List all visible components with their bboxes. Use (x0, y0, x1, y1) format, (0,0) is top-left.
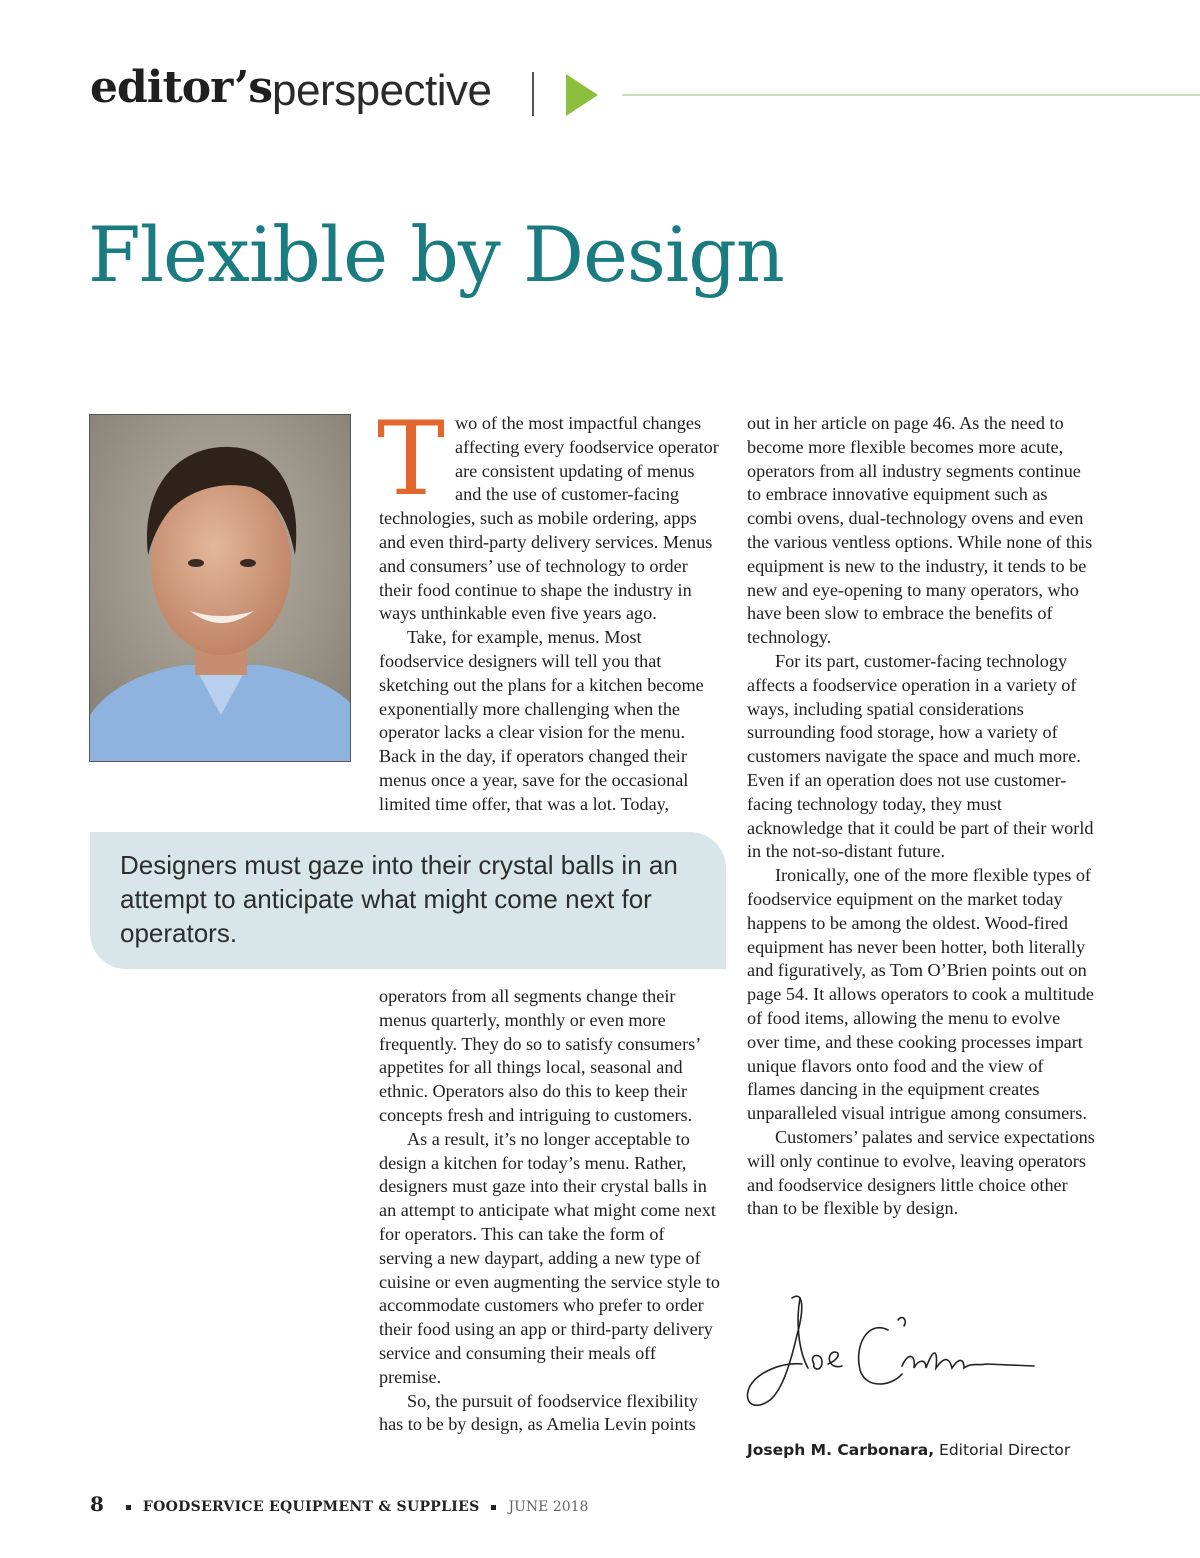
body-column-1a (377, 400, 722, 817)
body-paragraph: As a result, it’s no longer acceptable to design a kitchen for today’s menu. Rather, designers must gaze into their crystal balls in an attempt to anticipate what might come next for operators. This can take the form of serving a new daypart, adding a new type of cuisine or even augmenting the service style to accommodate customers who prefer to order their food using an app or third-party delivery service and consuming their meals off premise. (379, 1128, 720, 1387)
issue-date: JUNE 2018 (508, 1499, 589, 1515)
body-paragraph: wo of the most impactful changes affecting every foodservice operator are consistent updating of menus and the use of customer-facing technologies, such as mobile ordering, apps and even third-party delivery services. Menus and consumers’ use of technology to order their food continue to shape the industry in ways unthinkable even five years ago. (379, 413, 719, 624)
page-footer (90, 1492, 588, 1516)
page-number: 8 (90, 1492, 104, 1516)
body-paragraph: operators from all segments change their menus quarterly, monthly or even more frequently. They do so to satisfy consumers’ appetites for all things local, seasonal and ethnic. Operators also do this to keep their concepts fresh and intriguing to customers. (379, 986, 700, 1125)
drop-cap: T (377, 400, 446, 519)
body-paragraph: So, the pursuit of foodservice flexibility has to be by design, as Amelia Levin points (379, 1390, 698, 1435)
article-title: Flexible by Design (88, 210, 784, 299)
section-header (90, 62, 1200, 122)
author-signature (742, 1290, 1042, 1420)
body-column-1b (379, 985, 722, 1437)
section-label-bold: editor’s (90, 62, 273, 113)
body-paragraph: out in her article on page 46. As the need to become more flexible becomes more acute, operators from all industry segments continue to embrace innovative equipment such as combi ovens, dual-technology ovens and even the various ventless options. While none of this equipment is new to the industry, it tends to be new and eye-opening to many operators, who have been slow to embrace the benefits of technology. (747, 413, 1093, 648)
footer-bullet (491, 1505, 496, 1510)
body-paragraph: For its part, customer-facing technology affects a foodservice operation in a variety of ways, including spatial considerations surrounding food storage, how a variety of customers navigate the space and much more. Even if an operation does not use customer-facing technology today, they must acknowledge that it could be part of their world in the not-so-distant future. (747, 650, 1094, 862)
author-byline (747, 1441, 1070, 1459)
body-paragraph: Take, for example, menus. Most foodservice designers will tell you that sketching out the plans for a kitchen become exponentially more challenging when the operator lacks a clear vision for the menu. Back in the day, if operators changed their menus once a year, save for the occasional limited time offer, that was a lot. Today, (379, 627, 704, 814)
footer-bullet (126, 1505, 131, 1510)
body-paragraph: Ironically, one of the more flexible types of foodservice equipment on the market today happens to be among the oldest. Wood-fired equipment has never been hotter, both literally and figuratively, as Tom O’Brien points out on page 54. It allows operators to cook a multitude of food items, allowing the menu to evolve over time, and these cooking processes impart unique flavors onto food and the view of flames dancing in the equipment creates unparalleled visual intrigue among consumers. (747, 865, 1094, 1124)
body-column-2 (747, 412, 1095, 1221)
author-role: Editorial Director (939, 1441, 1071, 1459)
pull-quote: Designers must gaze into their crystal balls in an attempt to anticipate what might come next for operators. (90, 832, 726, 969)
body-paragraph: Customers’ palates and service expectations will only continue to evolve, leaving operators and foodservice designers little choice other than to be flexible by design. (747, 1126, 1095, 1219)
header-divider (532, 72, 534, 116)
author-photo (89, 414, 351, 762)
author-name: Joseph M. Carbonara, (747, 1441, 935, 1459)
play-arrow-icon (566, 74, 598, 116)
publication-name: FOODSERVICE EQUIPMENT & SUPPLIES (142, 1499, 480, 1515)
section-label-light: perspective (272, 66, 492, 115)
header-rule (622, 94, 1200, 96)
